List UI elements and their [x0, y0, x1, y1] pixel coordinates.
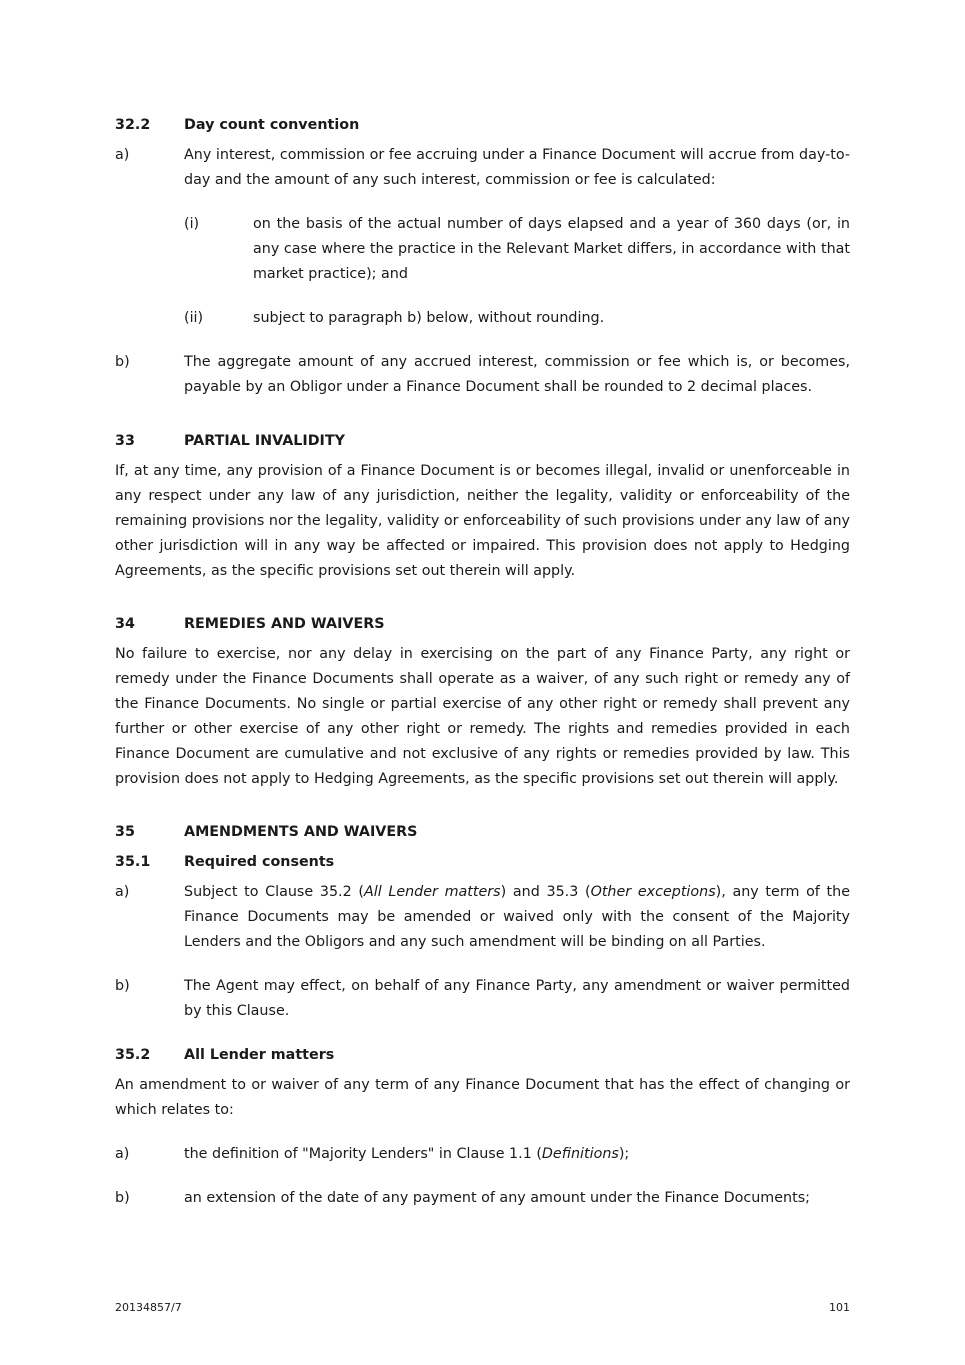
clause-title: AMENDMENTS AND WAIVERS	[184, 824, 418, 840]
clause-33-text: If, at any time, any provision of a Finance Document is or becomes illegal, invalid or unenforceable in any respect under any law of any jurisdiction, neither the legality, validity or enforceability of the remaining provisions nor the legality, validity or enforceability of such provisions under any law of any other jurisdiction will in any way be affected or impaired. This provision does not apply to Hedging Agreements, as the specific provisions set out therein will apply.	[115, 463, 850, 579]
document-reference: 20134857/7	[115, 1301, 182, 1314]
clause-number: 35.2	[115, 1047, 151, 1063]
clause-35-heading	[115, 821, 850, 843]
clause-number: 35.1	[115, 854, 151, 870]
clause-title: All Lender matters	[184, 1047, 335, 1063]
clause-number: 34	[115, 616, 135, 632]
clause-title: REMEDIES AND WAIVERS	[184, 616, 385, 632]
clause-33-heading	[115, 430, 850, 452]
text-run: ), any term of the Finance Documents may be amended or waived only with the consent of the Majority Lenders and the Obligors and any such amendment will be binding on all Parties.	[184, 884, 850, 950]
text-run: the definition of "Majority Lenders" in Clause 1.1 (	[184, 1146, 542, 1162]
clause-35-2-paragraph-b	[115, 1186, 850, 1212]
clause-35-1-paragraph-b	[115, 974, 850, 1026]
italic-reference: All Lender matters	[363, 884, 501, 900]
clause-number: 32.2	[115, 117, 151, 133]
subparagraph-label: (i)	[184, 216, 200, 232]
subparagraph-text: subject to paragraph b) below, without rounding.	[253, 310, 605, 326]
clause-title: Day count convention	[184, 117, 360, 133]
paragraph-text: an extension of the date of any payment of any amount under the Finance Documents;	[184, 1190, 810, 1206]
clause-32-2-subparagraph-ii	[184, 306, 850, 332]
clause-number: 33	[115, 433, 135, 449]
paragraph-text: The aggregate amount of any accrued interest, commission or fee which is, or becomes, payable by an Obligor under a Finance Document shall be rounded to 2 decimal places.	[184, 354, 850, 395]
paragraph-label: a)	[115, 884, 130, 900]
clause-32-2-subparagraph-i	[184, 212, 850, 288]
text-run: );	[618, 1146, 630, 1162]
clause-35-1-heading	[115, 851, 850, 873]
clause-35-2-paragraph-a	[115, 1142, 850, 1168]
clause-number: 35	[115, 824, 135, 840]
paragraph-label: a)	[115, 147, 130, 163]
subparagraph-label: (ii)	[184, 310, 204, 326]
text-run: Subject to Clause 35.2 (	[184, 884, 364, 900]
paragraph-text: The Agent may effect, on behalf of any Finance Party, any amendment or waiver permitted by this Clause.	[184, 978, 850, 1019]
clause-title: PARTIAL INVALIDITY	[184, 433, 345, 449]
clause-32-2-paragraph-b	[115, 350, 850, 402]
clause-title: Required consents	[184, 854, 335, 870]
paragraph-text: Any interest, commission or fee accruing under a Finance Document will accrue from day-to-day and the amount of any such interest, commission or fee is calculated:	[184, 147, 850, 188]
clause-34-heading	[115, 613, 850, 635]
paragraph-label: b)	[115, 1190, 130, 1206]
italic-reference: Definitions	[541, 1146, 619, 1162]
clause-35-2-intro: An amendment to or waiver of any term of any Finance Document that has the effect of changing or which relates to:	[115, 1077, 850, 1118]
clause-35-2-heading	[115, 1044, 850, 1066]
paragraph-label: b)	[115, 354, 130, 370]
text-run: ) and 35.3 (	[500, 884, 591, 900]
paragraph-text	[184, 1142, 850, 1167]
paragraph-label: a)	[115, 1146, 130, 1162]
subparagraph-text: on the basis of the actual number of days elapsed and a year of 360 days (or, in any case where the practice in the Relevant Market differs, in accordance with that market practice); and	[253, 216, 850, 282]
clause-32-2-paragraph-a	[115, 143, 850, 195]
page-number: 101	[829, 1301, 850, 1314]
clause-34-text: No failure to exercise, nor any delay in exercising on the part of any Finance Party, any right or remedy under the Finance Documents shall operate as a waiver, of any such right or remedy any of the Finance Documents. No single or partial exercise of any other right or remedy shall prevent any further or other exercise of any other right or remedy. The rights and remedies provided in each Finance Document are cumulative and not exclusive of any rights or remedies provided by law. This provision does not apply to Hedging Agreements, as the specific provisions set out therein will apply.	[115, 646, 850, 787]
clause-32-2-heading	[115, 114, 850, 136]
paragraph-label: b)	[115, 978, 130, 994]
paragraph-text	[184, 880, 850, 955]
clause-35-1-paragraph-a	[115, 880, 850, 956]
italic-reference: Other exceptions	[590, 884, 716, 900]
